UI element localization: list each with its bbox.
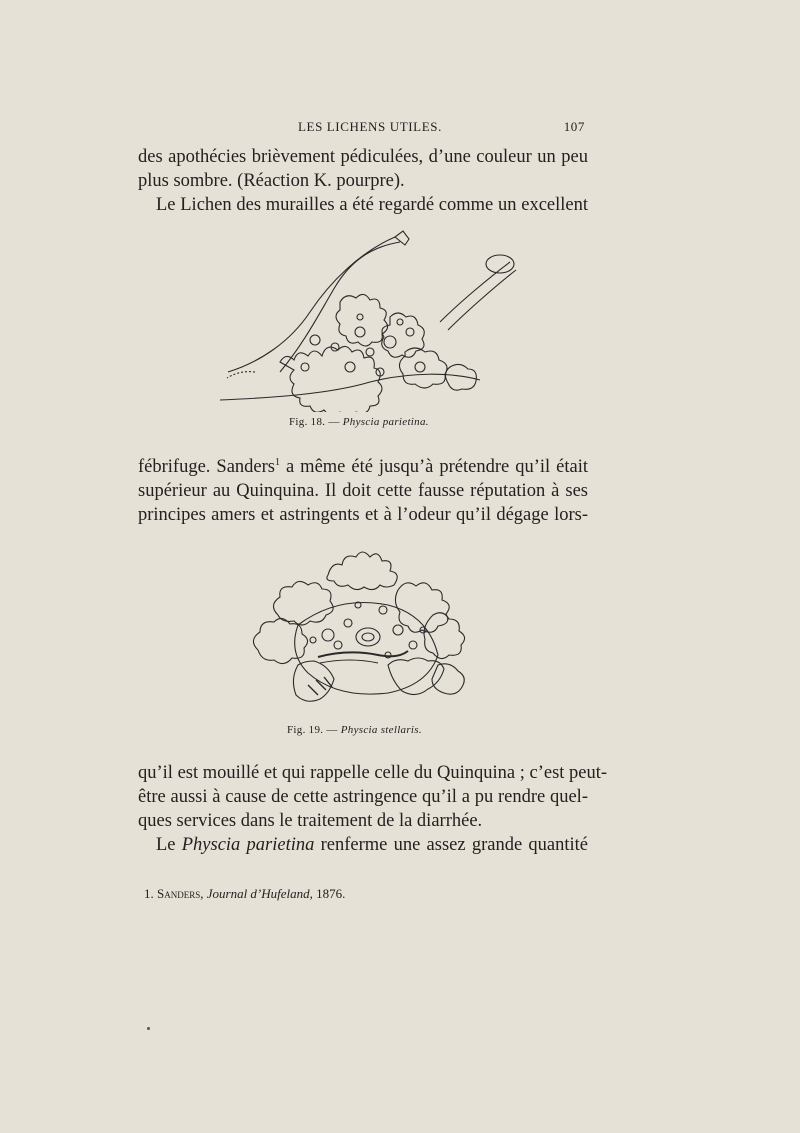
text-segment: renferme une assez grande quantité (314, 835, 588, 855)
figure-19-caption (287, 724, 422, 736)
footnote-reference: 1 (274, 457, 280, 468)
footnote-number: 1. (144, 886, 154, 901)
page-number: 107 (563, 119, 585, 134)
text-segment: a même été jusqu’à prétendre qu’il était (279, 457, 588, 477)
footnote-journal: Journal d’Hufeland, (206, 886, 313, 901)
species-name: Physcia parietina (181, 835, 315, 855)
text-line: qu’il est mouillé et qui rappelle celle du Quinquina ; c’est peut- (138, 763, 608, 783)
text-line: supérieur au Quinquina. Il doit cette fausse réputation à ses (138, 481, 588, 501)
figure-19-lichen-illustration (238, 545, 488, 720)
figure-18-number: Fig. 18. — (289, 416, 340, 428)
paper-speck (147, 1027, 150, 1030)
running-title: LES LICHENS UTILES. (298, 119, 442, 134)
text-segment: fébrifuge. Sanders (138, 457, 275, 477)
figure-18-caption (289, 416, 429, 428)
text-line: ques services dans le traitement de la diarrhée. (138, 811, 483, 831)
text-line: être aussi à cause de cette astringence qu’il a pu rendre quel- (138, 787, 588, 807)
footnote (144, 886, 345, 902)
text-line (138, 455, 588, 479)
figure-18-species: Physcia parietina. (342, 416, 429, 428)
figure-19-species: Physcia stellaris. (340, 724, 422, 736)
text-line: plus sombre. (Réaction K. pourpre). (138, 171, 405, 191)
text-line (138, 833, 588, 857)
text-line: principes amers et astringents et à l’odeur qu’il dégage lors- (138, 505, 588, 525)
figure-19-number: Fig. 19. — (287, 724, 338, 736)
running-header (138, 119, 588, 139)
text-line: Le Lichen des murailles a été regardé comme un excellent (156, 195, 588, 215)
footnote-author: Sanders, (157, 886, 204, 901)
figure-18-lichen-illustration (210, 222, 530, 412)
footnote-year: 1876. (316, 886, 346, 901)
text-line: des apothécies brièvement pédiculées, d’une couleur un peu (138, 147, 588, 167)
text-segment: Le (156, 835, 182, 855)
